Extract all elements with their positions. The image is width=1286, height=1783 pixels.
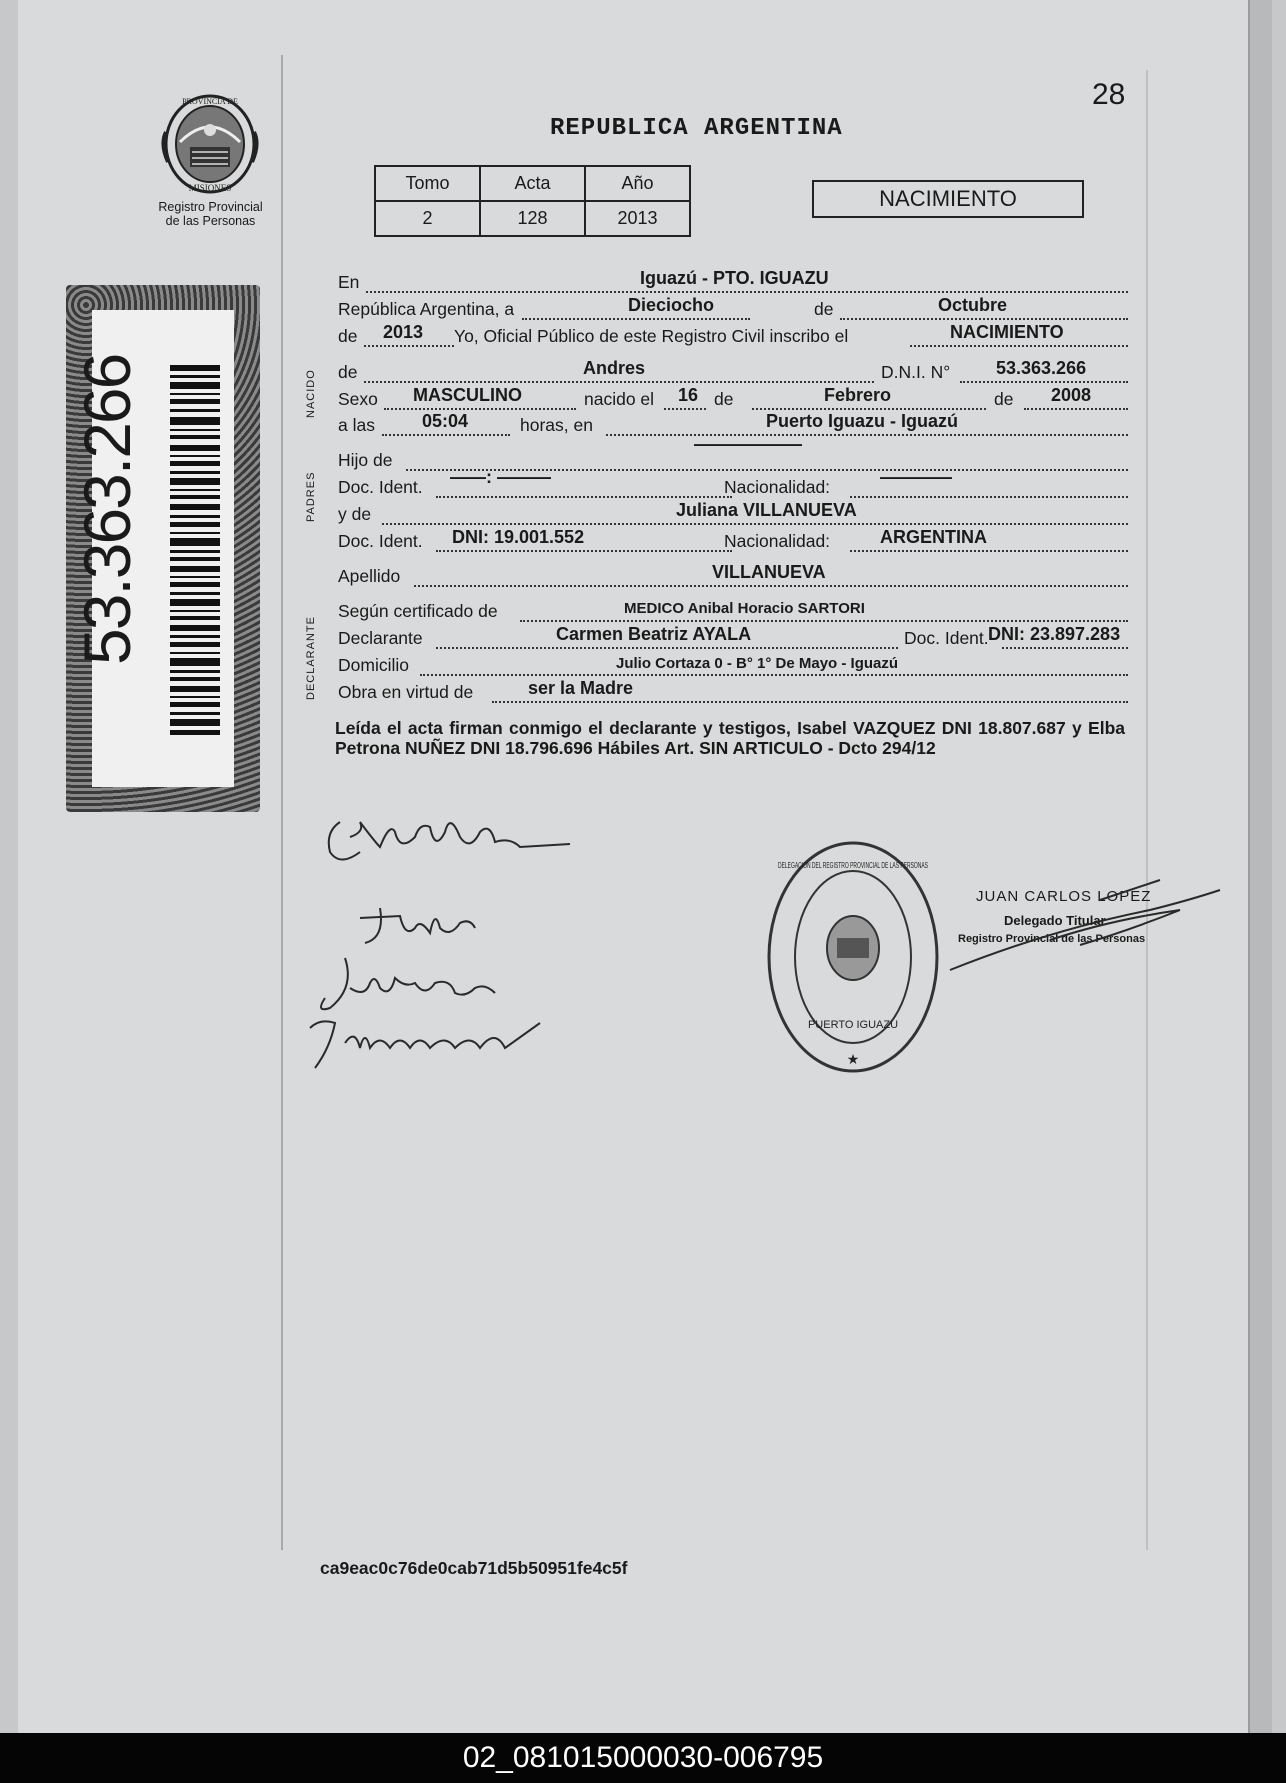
row-sexo — [338, 385, 1128, 413]
official-title: Delegado Titular — [1004, 913, 1106, 928]
signature-elba-icon — [320, 792, 580, 882]
padre-doc-label: Doc. Ident. — [338, 477, 423, 497]
sexo-label: Sexo — [338, 389, 378, 409]
nombre-value: Andres — [583, 358, 646, 378]
row-anio — [338, 322, 1128, 350]
de-label-5: de — [994, 389, 1014, 409]
y-de-label: y de — [338, 504, 372, 524]
domicilio-value: Julio Cortaza 0 - B° 1° De Mayo - Iguazú — [616, 655, 899, 672]
hijo-de-value: —————— — [694, 434, 802, 454]
madre-doc-value: DNI: 19.001.552 — [452, 527, 585, 547]
register-value-tomo: 2 — [375, 201, 480, 236]
apellido-label: Apellido — [338, 566, 401, 586]
decl-doc-label: Doc. Ident. — [904, 628, 989, 648]
en-label: En — [338, 272, 360, 292]
certificado-label: Según certificado de — [338, 601, 498, 621]
document-sheet — [18, 0, 1268, 1733]
de-label-4: de — [714, 389, 734, 409]
stamp-center-text: PUERTO IGUAZU — [807, 1019, 899, 1031]
de-label-2: de — [338, 326, 358, 346]
hora-value: 05:04 — [422, 411, 469, 431]
register-header-anio: Año — [585, 166, 690, 201]
de-label-3: de — [338, 362, 358, 382]
inscribe-value: NACIMIENTO — [950, 322, 1064, 342]
nacido-el-label: nacido el — [584, 389, 655, 409]
crest-caption-line1: Registro Provincial — [158, 200, 263, 214]
crest-caption-line2: de las Personas — [165, 214, 256, 228]
section-label-declarante: DECLARANTE — [305, 616, 317, 700]
barcode-label — [70, 310, 234, 787]
padre-nac-label: Nacionalidad: — [724, 477, 831, 497]
nac-mes-value: Febrero — [824, 385, 892, 405]
horas-en-label: horas, en — [520, 415, 593, 435]
anio-value: 2013 — [383, 322, 424, 342]
apellido-value: VILLANUEVA — [712, 562, 826, 582]
barcode-panel — [66, 285, 260, 812]
en-value: Iguazú - PTO. IGUAZU — [640, 268, 829, 288]
row-madre-doc — [338, 527, 1128, 555]
republica-label: República Argentina, a — [338, 299, 515, 319]
margin-line — [281, 55, 283, 1550]
nac-dia-value: 16 — [678, 385, 699, 405]
crest-motto-bottom: MISIONES — [188, 183, 232, 193]
crest-caption — [148, 200, 273, 228]
official-signature-icon — [930, 870, 1230, 990]
crest-motto-top: PROVINCIA DE — [182, 97, 238, 106]
madre-value: Juliana VILLANUEVA — [676, 500, 857, 520]
register-table — [374, 165, 691, 237]
madre-nac-label: Nacionalidad: — [724, 531, 831, 551]
closing-paragraph: Leída el acta firman conmigo el declarante y testigos, Isabel VAZQUEZ DNI 18.807.687 y Elba Petrona NUÑEZ DNI 18.796.696 Hábiles Art. SIN ARTICULO - Dcto 294/12 — [335, 718, 1125, 758]
sexo-value: MASCULINO — [413, 385, 522, 405]
row-madre — [338, 500, 1128, 528]
section-label-nacido: NACIDO — [305, 369, 317, 418]
registry-stamp-icon — [764, 838, 942, 1076]
row-domicilio — [338, 655, 1128, 679]
record-type-box: NACIMIENTO — [812, 180, 1084, 218]
madre-nac-value: ARGENTINA — [880, 527, 987, 547]
de-label-1: de — [814, 299, 834, 319]
barcode-icon — [170, 365, 220, 735]
mes-value: Octubre — [938, 295, 1008, 315]
country-heading: REPUBLICA ARGENTINA — [550, 115, 843, 142]
right-margin-line — [1146, 70, 1148, 1550]
row-apellido — [338, 562, 1128, 590]
register-value-acta: 128 — [480, 201, 585, 236]
footer-id-bar: 02_081015000030-006795 — [0, 1733, 1286, 1783]
obra-label: Obra en virtud de — [338, 682, 474, 702]
official-office: Registro Provincial de las Personas — [958, 933, 1146, 945]
row-nombre — [338, 358, 1128, 386]
barcode-number: 53.363.266 — [70, 354, 144, 665]
lugar-value: Puerto Iguazu - Iguazú — [766, 411, 958, 431]
row-en — [338, 268, 1128, 296]
register-header-acta: Acta — [480, 166, 585, 201]
dni-label: D.N.I. N° — [881, 362, 951, 382]
padre-nac-value: ———— — [880, 467, 952, 487]
row-certificado — [338, 601, 1128, 625]
dia-value: Dieciocho — [628, 295, 715, 315]
province-crest-icon — [160, 92, 260, 196]
dni-value: 53.363.266 — [996, 358, 1087, 378]
certificado-value: MEDICO Anibal Horacio SARTORI — [624, 600, 865, 617]
madre-doc-label: Doc. Ident. — [338, 531, 423, 551]
page-number: 28 — [1092, 78, 1126, 111]
official-name: JUAN CARLOS LOPEZ — [976, 888, 1152, 905]
declarante-label: Declarante — [338, 628, 423, 648]
register-header-tomo: Tomo — [375, 166, 480, 201]
signature-juliana-icon — [305, 948, 545, 1078]
padre-doc-value: ——: ——— — [450, 467, 551, 487]
row-fecha-inscripcion — [338, 295, 1128, 323]
row-obra — [338, 678, 1128, 706]
domicilio-label: Domicilio — [338, 655, 409, 675]
obra-value: ser la Madre — [528, 678, 634, 698]
row-padre-doc — [338, 467, 1128, 501]
declarante-value: Carmen Beatriz AYALA — [556, 624, 752, 644]
hijo-de-label: Hijo de — [338, 450, 393, 470]
nac-anio-value: 2008 — [1051, 385, 1092, 405]
stamp-ring-text: DELEGACION DEL REGISTRO PROVINCIAL DE LAS PERSONAS — [778, 861, 928, 870]
row-declarante — [338, 624, 1128, 652]
document-hash: ca9eac0c76de0cab71d5b50951fe4c5f — [320, 1558, 628, 1578]
register-value-anio: 2013 — [585, 201, 690, 236]
decl-doc-value: DNI: 23.897.283 — [988, 624, 1121, 644]
section-label-padres: PADRES — [305, 471, 317, 522]
page-edge — [1248, 0, 1272, 1733]
yo-text: Yo, Oficial Público de este Registro Civil inscribo el — [454, 326, 849, 346]
svg-text:★: ★ — [846, 1051, 860, 1067]
a-las-label: a las — [338, 415, 375, 435]
